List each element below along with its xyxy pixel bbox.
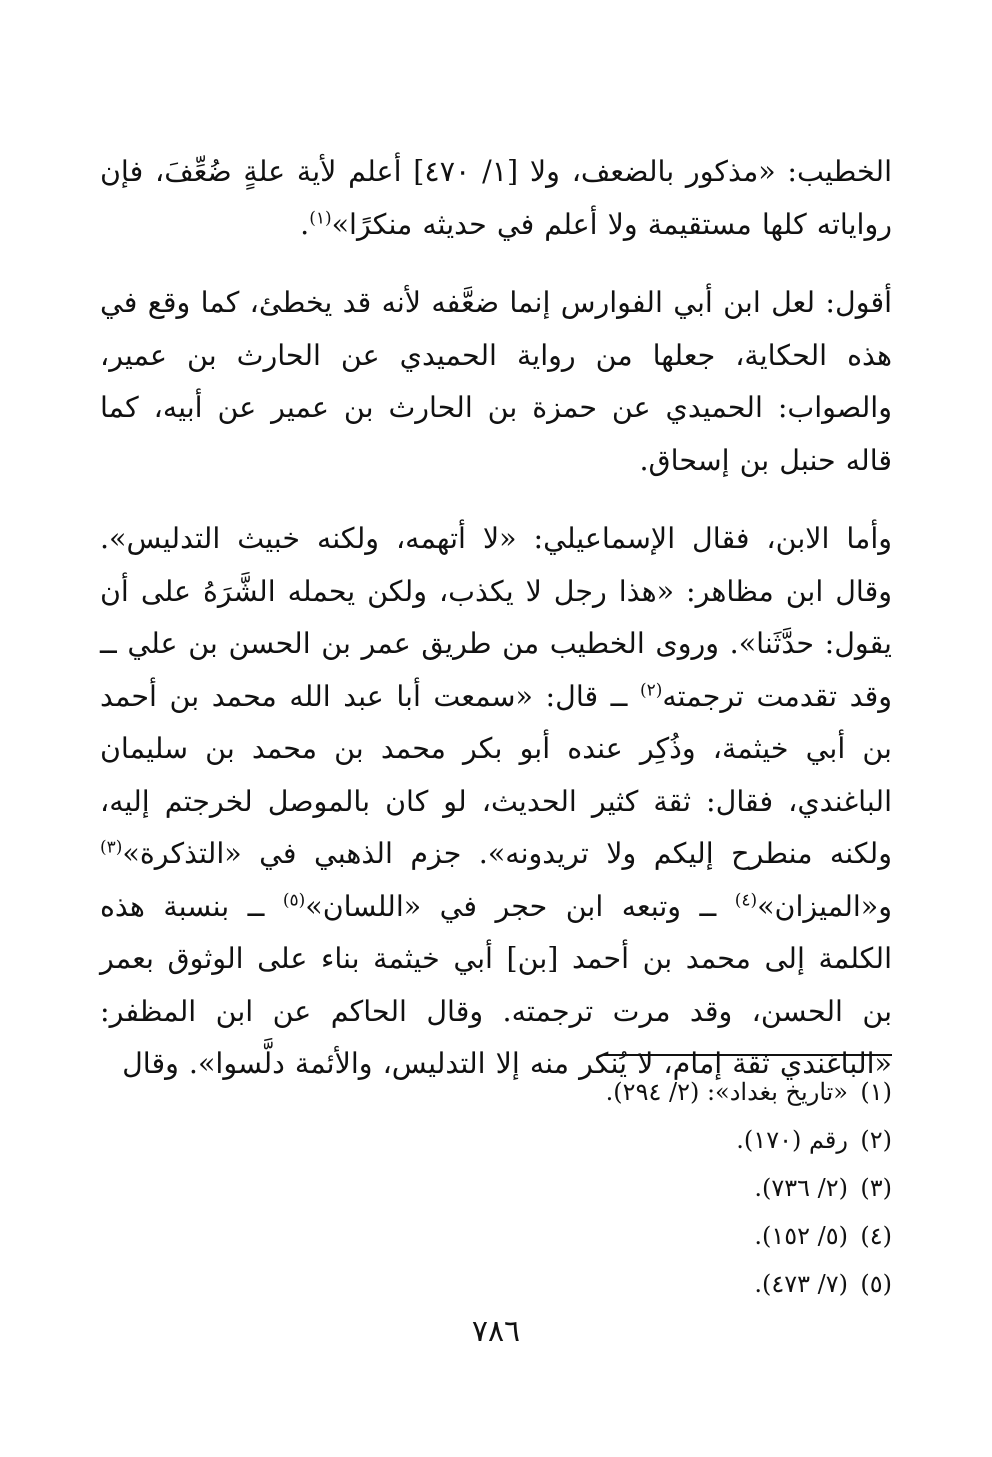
paragraph-1-tail: . [300,207,310,241]
paragraph-3-text-d: ــ وتبعه ابن حجر في «اللسان» [305,889,735,923]
footnote-separator [602,1054,892,1056]
paragraph-1 [100,146,892,251]
footnote-ref-3[interactable]: (٣) [100,837,123,858]
paragraph-2-text: أقول: لعل ابن أبي الفوارس إنما ضعَّفه لأنه قد يخطئ، كما وقع في هذه الحكاية، جعلها من رواية الحميدي عن الحارث بن عمير، والصواب: الحميدي عن حمزة بن الحارث بن عمير عن أبيه، كما قاله حنبل بن إسحاق. [100,286,892,477]
footnote-number: (٣) [860,1174,892,1202]
footnote-text: (٥/ ١٥٢). [754,1222,848,1250]
footnote-text: (٧/ ٤٧٣). [754,1270,848,1298]
footnote-ref-2[interactable]: (٢) [639,680,663,700]
footnote-number: (٤) [860,1222,892,1250]
footnotes-list [100,1068,892,1308]
paragraph-3-text-c: و«الميزان» [757,889,892,923]
page-number: ٧٨٦ [471,1314,521,1349]
footnote-ref-1[interactable]: (١) [309,208,332,228]
footnote-number: (١) [860,1078,892,1106]
paragraph-1-text: الخطيب: «مذكور بالضعف، ولا [١/ ٤٧٠] أعلم لأية علةٍ ضُعِّفَ، فإن رواياته كلها مستقيمة ولا أعلم في حديثه منكرًا» [100,155,892,241]
footnote-number: (٢) [860,1126,892,1154]
paragraph-3 [100,513,892,1091]
footnote-5 [100,1260,892,1308]
footnote-number: (٥) [860,1270,892,1298]
main-text [100,146,892,1091]
paragraph-3-text-a: وأما الابن، فقال الإسماعيلي: «لا أتهمه، ولكنه خبيث التدليس». وقال ابن مظاهر: «هذا رجل لا يكذب، ولكن يحمله الشَّرَهُ على أن يقول: حدَّثَنا». وروى الخطيب من طريق عمر بن الحسن بن علي ــ وقد تقدمت ترجمته [100,522,893,713]
paragraph-3-text-e: ــ بنسبة هذه الكلمة إلى محمد بن أحمد [بن] أبي خيثمة بناء على الوثوق بعمر بن الحسن، وقد مرت ترجمته. وقال الحاكم عن ابن المظفر: «الباغندي ثقة إمام، لا يُنكر منه إلا التدليس، والأئمة دلَّسوا». وقال [100,889,892,1080]
paragraph-2 [100,277,892,487]
footnote-ref-5[interactable]: (٥) [282,890,306,910]
footnote-2 [100,1116,892,1164]
footnote-text: «تاريخ بغداد»: (٢/ ٢٩٤). [605,1078,848,1106]
paragraph-3-text-b: ــ قال: «سمعت أبا عبد الله محمد بن أحمد بن أبي خيثمة، وذُكِر عنده أبو بكر محمد بن محمد بن سليمان الباغندي، فقال: ثقة كثير الحديث، لو كان بالموصل لخرجتم إليه، ولكنه منطرح إليكم ولا تريدونه». جزم الذهبي في «التذكرة» [100,679,892,870]
footnote-4 [100,1212,892,1260]
footnote-text: (٢/ ٧٣٦). [754,1174,848,1202]
footnote-ref-4[interactable]: (٤) [734,890,758,910]
footnote-3 [100,1164,892,1212]
footnote-text: رقم (١٧٠). [736,1126,848,1154]
footnote-1 [100,1068,892,1116]
